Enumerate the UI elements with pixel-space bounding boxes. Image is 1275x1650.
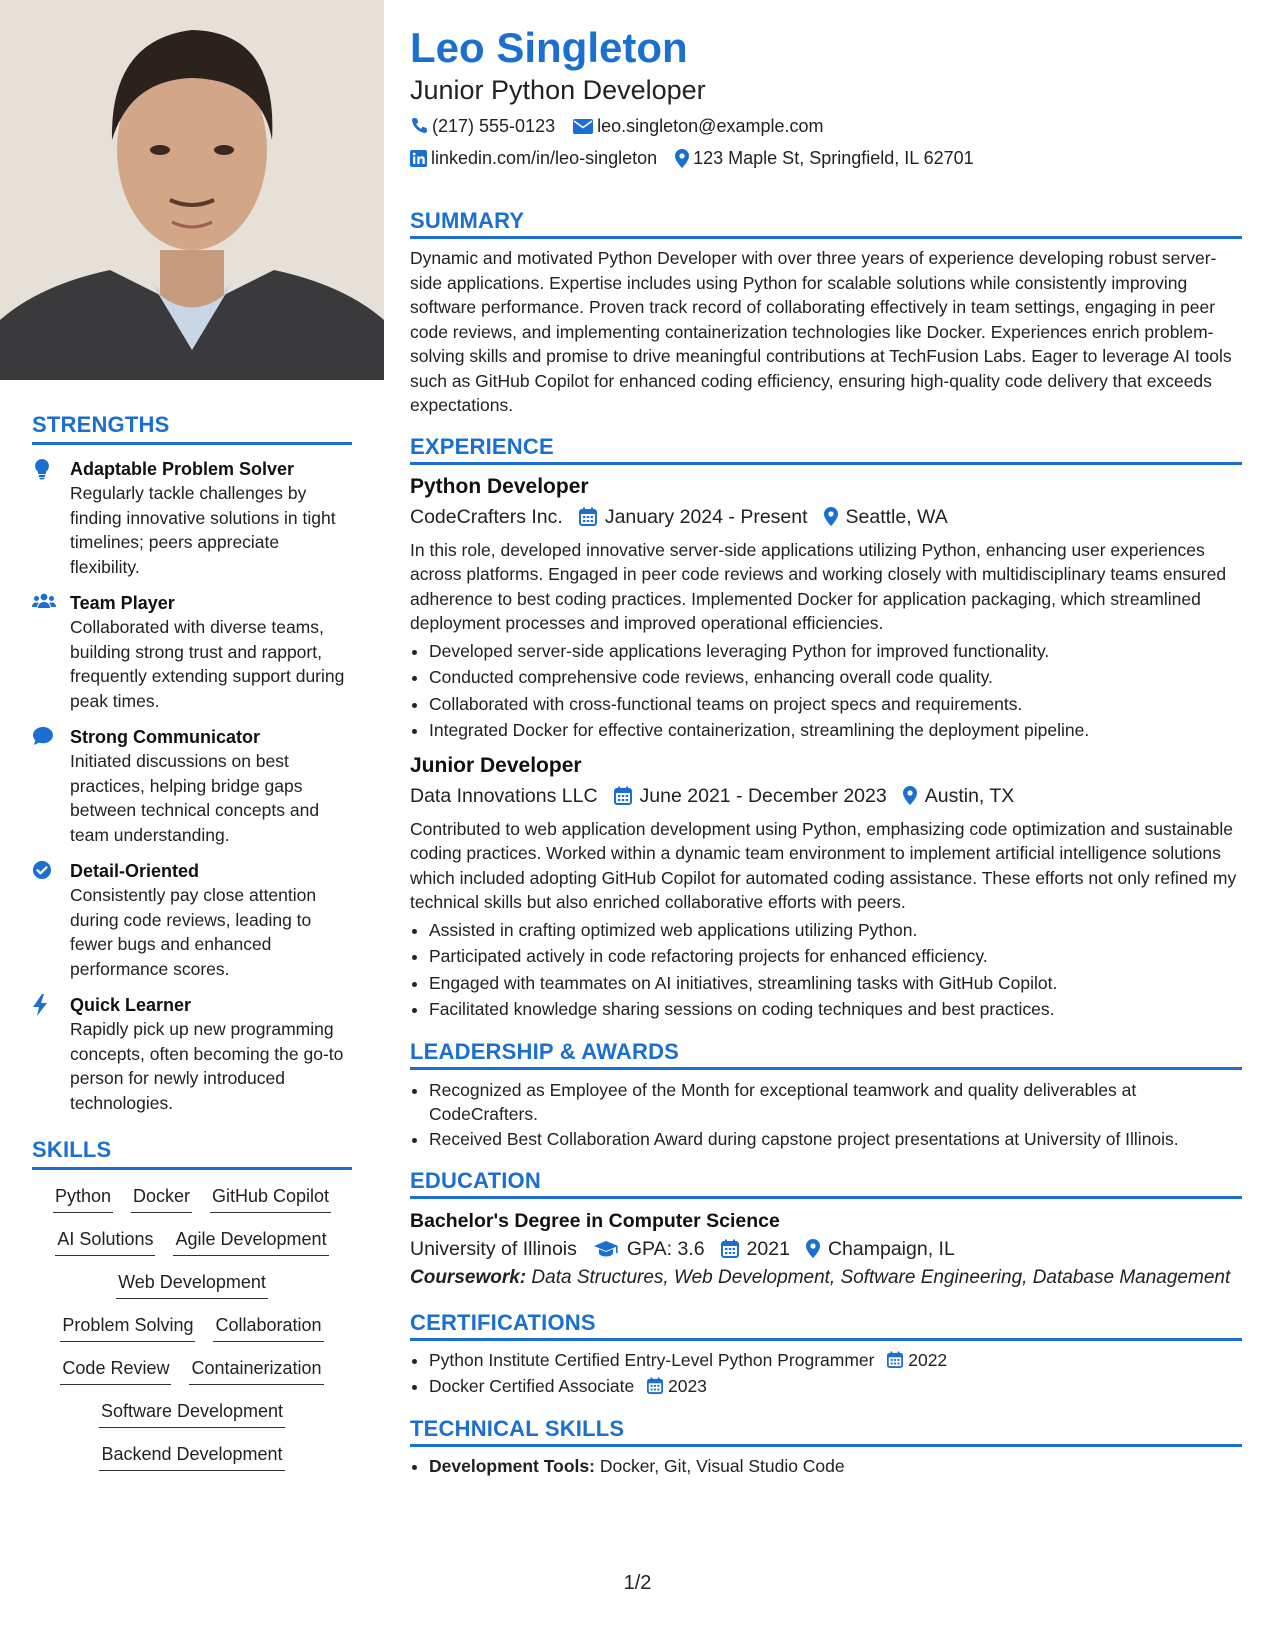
calendar-icon [647, 1377, 663, 1394]
strength-item [32, 993, 352, 1115]
job-title: Junior Python Developer [410, 75, 706, 105]
experience-heading: EXPERIENCE [410, 434, 1242, 465]
list-item [429, 1453, 1242, 1480]
location-text: Champaign, IL [827, 1237, 955, 1260]
gpa-info [593, 1235, 705, 1263]
strength-title: Detail-Oriented [70, 861, 200, 881]
school-location [806, 1235, 955, 1263]
strength-item [32, 859, 352, 981]
job-entry [410, 752, 1242, 1023]
skill-tag: Software Development [99, 1399, 285, 1428]
skills-section [32, 1137, 352, 1471]
education-section [410, 1168, 1242, 1290]
leadership-list [410, 1078, 1242, 1152]
contact-row [410, 146, 1242, 170]
lightning-icon [32, 993, 70, 1115]
list-item: • Received Best Collaboration Award during capstone project presentations at University of Illinois. [429, 1126, 1242, 1152]
education-meta [410, 1235, 1242, 1263]
skill-row [32, 1399, 352, 1428]
skill-tag: Backend Development [99, 1442, 284, 1471]
lightbulb-icon [32, 457, 70, 579]
date-range: January 2024 - Present [604, 505, 808, 528]
list-item [429, 1347, 1242, 1374]
strength-description: Regularly tackle challenges by finding innovative solutions in tight timelines; peers appreciate flexibility. [70, 483, 336, 577]
list-item: • Integrated Docker for effective containerization, streamlining the deployment pipeline. [429, 717, 1242, 744]
job-entry [410, 473, 1242, 744]
linkedin-contact[interactable] [410, 146, 657, 170]
skill-tag: Python [53, 1184, 113, 1213]
job-dates [614, 782, 887, 810]
location-text: Austin, TX [924, 784, 1015, 807]
education-heading: EDUCATION [410, 1168, 1242, 1199]
coursework-label: Coursework: [410, 1266, 527, 1288]
skill-tag: Containerization [189, 1356, 323, 1385]
calendar-icon [887, 1351, 903, 1368]
skill-tag: Web Development [116, 1270, 268, 1299]
skill-tag: Problem Solving [60, 1313, 195, 1342]
certification-year: 2022 [908, 1349, 948, 1370]
contact-row [410, 114, 1242, 138]
skills-heading: SKILLS [32, 1137, 352, 1170]
strength-title: Team Player [70, 593, 175, 613]
skill-row [32, 1356, 352, 1385]
certifications-heading: CERTIFICATIONS [410, 1310, 1242, 1341]
skill-tag: AI Solutions [55, 1227, 155, 1256]
calendar-icon [579, 507, 597, 526]
address-contact [675, 146, 974, 170]
candidate-name: Leo Singleton [410, 24, 688, 71]
leadership-section [410, 1039, 1242, 1152]
portrait-illustration [0, 0, 384, 380]
email-address: leo.singleton@example.com [597, 116, 824, 136]
skill-row [32, 1227, 352, 1256]
job-location [824, 503, 948, 531]
skill-tag: Docker [131, 1184, 192, 1213]
location-text: Seattle, WA [845, 505, 948, 528]
email-contact[interactable] [573, 114, 823, 138]
job-description: In this role, developed innovative server-side applications utilizing Python, enhancing user experiences across platforms. Engaged in peer code reviews and working closely with multidisciplinary teams ensured adherence to best coding practices. Implemented Docker for application packaging, which streamlined deployment processes and improved operational efficiencies. [410, 539, 1227, 633]
calendar-icon [721, 1239, 739, 1258]
company-name: Data Innovations LLC [410, 784, 598, 807]
calendar-icon [614, 786, 632, 805]
strength-description: Collaborated with diverse teams, building strong trust and rapport, frequently extending support during peak times. [70, 617, 345, 711]
phone-number: (217) 555-0123 [432, 116, 556, 136]
list-item: • Developed server-side applications leveraging Python for improved functionality. [429, 638, 1242, 665]
coursework-list: Data Structures, Web Development, Software Engineering, Database Management [531, 1266, 1231, 1288]
technical-skills-heading: TECHNICAL SKILLS [410, 1416, 1242, 1447]
school-name: University of Illinois [410, 1237, 577, 1260]
summary-heading: SUMMARY [410, 208, 1242, 239]
graduation-year [721, 1235, 790, 1263]
job-location [903, 782, 1015, 810]
strength-title: Adaptable Problem Solver [70, 459, 295, 479]
degree-title: Bachelor's Degree in Computer Science [410, 1209, 780, 1232]
main-column [410, 22, 1242, 1479]
certification-name: Python Institute Certified Entry-Level Python Programmer [429, 1349, 875, 1370]
check-circle-icon [32, 859, 70, 981]
job-dates [579, 503, 808, 531]
strength-item [32, 725, 352, 847]
job-bullets [410, 638, 1242, 744]
technical-skills-list [410, 1453, 1242, 1480]
date-range: June 2021 - December 2023 [639, 784, 887, 807]
map-pin-icon [824, 507, 838, 526]
skill-row [32, 1270, 352, 1299]
skill-category-label: Development Tools: [429, 1455, 595, 1476]
page-number: 1/2 [623, 1572, 652, 1594]
linkedin-icon [410, 150, 427, 167]
year-text: 2021 [746, 1237, 790, 1260]
profile-photo [0, 0, 384, 380]
job-bullets [410, 917, 1242, 1023]
certifications-section [410, 1310, 1242, 1400]
strength-title: Quick Learner [70, 995, 192, 1015]
graduation-cap-icon [593, 1240, 619, 1258]
list-item: • Engaged with teammates on AI initiatives, streamlining tasks with GitHub Copilot. [429, 970, 1242, 997]
skill-row [32, 1184, 352, 1213]
phone-contact[interactable] [410, 114, 555, 138]
company-name: CodeCrafters Inc. [410, 505, 563, 528]
job-meta [410, 782, 1242, 810]
list-item: • Collaborated with cross-functional teams on project specs and requirements. [429, 691, 1242, 718]
strength-item [32, 591, 352, 713]
certifications-list [410, 1347, 1242, 1400]
map-pin-icon [675, 149, 689, 168]
certification-name: Docker Certified Associate [429, 1376, 635, 1396]
map-pin-icon [903, 786, 917, 805]
job-description: Contributed to web application development using Python, emphasizing code optimization and sustainable coding practices. Worked within a dynamic team environment to implement artificial intelligence solutions which included adopting GitHub Copilot for automated coding assistance. These efforts not only refined my technical skills but also enriched collaborative efforts with peers. [410, 818, 1237, 912]
list-item: • Assisted in crafting optimized web applications utilizing Python. [429, 917, 1242, 944]
phone-icon [410, 117, 428, 135]
skill-tag: Code Review [60, 1356, 171, 1385]
technical-skills-section [410, 1416, 1242, 1480]
list-item: • Participated actively in code refactoring projects for enhanced efficiency. [429, 943, 1242, 970]
envelope-icon [573, 119, 593, 134]
list-item: • Facilitated knowledge sharing sessions on coding techniques and best practices. [429, 996, 1242, 1023]
coursework [410, 1265, 1242, 1290]
job-position: Python Developer [410, 474, 589, 498]
skill-row [32, 1313, 352, 1342]
skill-tag: Agile Development [173, 1227, 328, 1256]
strength-description: Initiated discussions on best practices, helping bridge gaps between technical concepts and team understanding. [70, 751, 320, 845]
gpa-value: GPA: 3.6 [626, 1237, 705, 1260]
list-item: • Recognized as Employee of the Month for exceptional teamwork and quality deliverables at CodeCrafters. [429, 1078, 1242, 1126]
job-position: Junior Developer [410, 753, 582, 777]
experience-section [410, 434, 1242, 1023]
certification-year: 2023 [667, 1376, 707, 1396]
skill-tag: GitHub Copilot [210, 1184, 331, 1213]
strength-item [32, 457, 352, 579]
strength-description: Rapidly pick up new programming concepts, often becoming the go-to person for newly introduced technologies. [70, 1019, 344, 1113]
skill-category-value: Docker, Git, Visual Studio Code [599, 1455, 845, 1476]
strength-description: Consistently pay close attention during code reviews, leading to fewer bugs and enhanced performance scores. [70, 885, 317, 979]
skill-tag: Collaboration [213, 1313, 323, 1342]
users-icon [32, 591, 70, 713]
linkedin-url: linkedin.com/in/leo-singleton [431, 148, 658, 168]
strength-title: Strong Communicator [70, 727, 261, 747]
job-meta [410, 503, 1242, 531]
home-address: 123 Maple St, Springfield, IL 62701 [693, 148, 974, 168]
leadership-heading: LEADERSHIP & AWARDS [410, 1039, 1242, 1070]
skill-row [32, 1442, 352, 1471]
strengths-heading: STRENGTHS [32, 412, 352, 445]
speech-bubble-icon [32, 725, 70, 847]
sidebar [32, 412, 352, 1471]
summary-section [410, 208, 1242, 418]
map-pin-icon [806, 1239, 820, 1258]
list-item [429, 1373, 1242, 1400]
list-item: • Conducted comprehensive code reviews, enhancing overall code quality. [429, 664, 1242, 691]
summary-text: Dynamic and motivated Python Developer with over three years of experience developing robust server-side applications. Expertise includes using Python for scalable solutions while consistently improving software performance. Proven track record of collaborating effectively in team settings, engaging in peer code reviews, and implementing containerization technologies like Docker. Experiences enrich problem-solving skills and promise to drive meaningful contributions at TechFusion Labs. Eager to leverage AI tools such as GitHub Copilot for enhanced coding efficiency, ensuring high-quality code delivery that exceeds expectations. [410, 248, 1232, 415]
